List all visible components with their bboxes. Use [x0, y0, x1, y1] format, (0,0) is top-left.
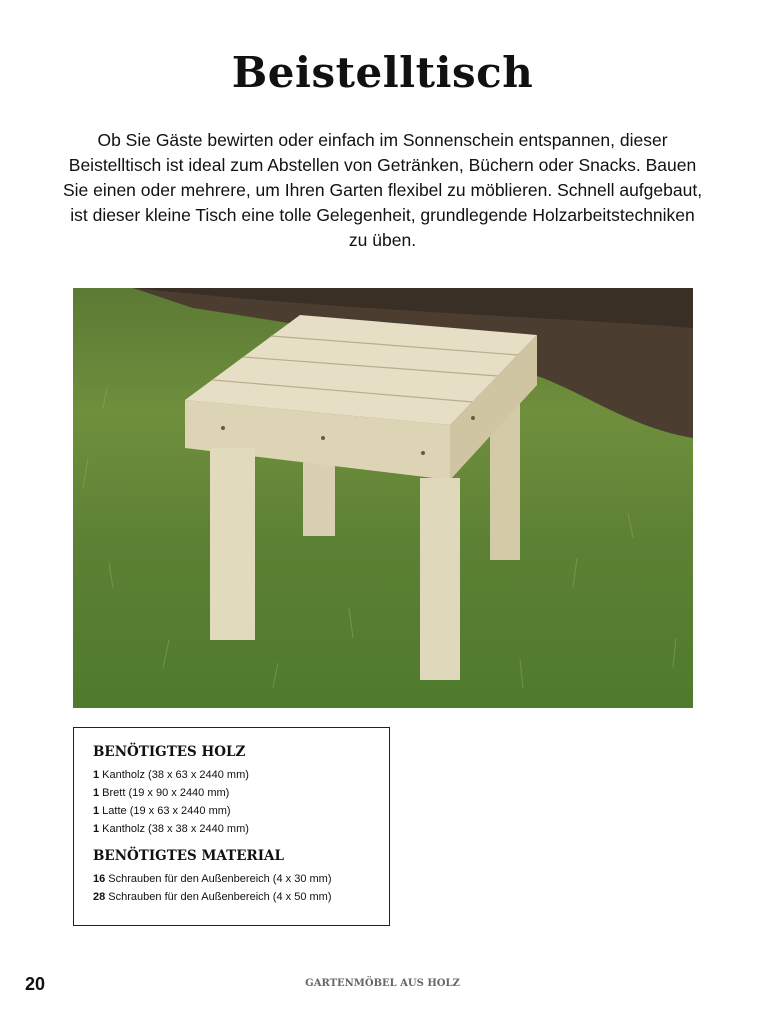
item-text: Schrauben für den Außenbereich (4 x 50 mm): [105, 891, 332, 903]
quantity: 28: [93, 891, 106, 903]
wood-item: [93, 784, 389, 802]
page-title: Beistelltisch: [231, 48, 534, 97]
running-footer: GARTENMÖBEL AUS HOLZ: [305, 978, 460, 989]
intro-paragraph: Ob Sie Gäste bewirten oder einfach im Sonnenschein entspannen, dieser Beistelltisch ist ideal zum Abstellen von Getränken, Büchern oder Snacks. Bauen Sie einen oder mehrere, um Ihren Garten flexibel zu möblieren. Schnell aufgebaut, ist dieser kleine Tisch eine tolle Gelegenheit, grundlegende Holzarbeitstechniken zu üben.: [62, 130, 703, 250]
page-number: 20: [25, 974, 46, 994]
quantity: 16: [93, 873, 106, 885]
item-text: Kantholz (38 x 38 x 2440 mm): [99, 823, 249, 835]
wood-item: [93, 820, 389, 838]
wood-item: [93, 802, 389, 820]
quantity: 1: [93, 787, 100, 799]
wood-item: [93, 766, 389, 784]
item-text: Schrauben für den Außenbereich (4 x 30 mm): [105, 873, 332, 885]
materials-box: [73, 727, 390, 926]
material-item: [93, 888, 389, 906]
side-table-photo: [73, 288, 693, 708]
item-text: Latte (19 x 63 x 2440 mm): [99, 805, 231, 817]
item-text: Kantholz (38 x 63 x 2440 mm): [99, 769, 249, 781]
quantity: 1: [93, 769, 100, 781]
quantity: 1: [93, 823, 100, 835]
material-item: [93, 870, 389, 888]
quantity: 1: [93, 805, 100, 817]
material-heading: BENÖTIGTES MATERIAL: [93, 848, 284, 864]
wood-heading: BENÖTIGTES HOLZ: [93, 744, 246, 760]
item-text: Brett (19 x 90 x 2440 mm): [99, 787, 230, 799]
